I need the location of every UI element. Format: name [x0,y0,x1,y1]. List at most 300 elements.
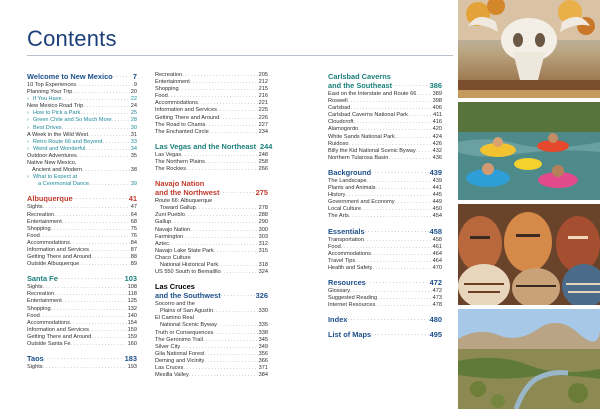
toc-entry[interactable] [155,344,268,351]
section-title[interactable]: Las Vegas and the Northeast [155,141,257,151]
entry-title[interactable]: Carlsbad [328,105,351,112]
page-title: Contents [27,26,117,51]
entry-title[interactable]: Plains of San Agustín [160,308,214,315]
leader-dots [355,258,432,265]
toc-entry[interactable] [155,308,268,315]
leader-dots [203,337,258,344]
leader-dots [89,247,130,254]
toc-entry[interactable] [328,251,442,258]
entry-title[interactable]: Deming and Vicinity [155,357,205,364]
entry-page-number: 345 [258,336,268,343]
section-heading[interactable] [27,194,137,203]
entry-title[interactable]: White Sands National Park [328,133,395,140]
toc-entry[interactable] [27,160,137,167]
leader-dots [43,284,127,291]
leader-dots [217,322,258,329]
river-tubing-photo [458,102,600,200]
leader-dots [198,100,258,107]
entry-title[interactable]: Accommodations [328,250,371,257]
entry-title[interactable]: History [328,192,346,199]
entry-page-number: 330 [258,308,268,315]
section-heading[interactable] [328,168,442,177]
entry-title[interactable]: Zuni Pueblo [155,212,185,219]
entry-title[interactable]: Outdoor Adventures [27,152,77,159]
toc-section [328,72,442,162]
entry-title[interactable]: › How to Pick a Park [33,110,81,117]
section-page-number: 41 [128,194,137,204]
entry-title[interactable]: › If You Have [33,96,62,103]
section-title-line-1[interactable]: Carlsbad Caverns [328,72,391,81]
entry-title[interactable]: Northern Tularosa Basin [328,154,389,161]
entry-title[interactable]: Getting There and Around [27,333,92,340]
entry-title[interactable]: Gila National Forest [155,350,205,357]
toc-entry[interactable] [328,302,442,309]
entry-page-number: 478 [432,302,442,309]
entry-page-number: 88 [130,254,137,261]
entry-title[interactable]: Toward Gallup [160,205,196,212]
entry-title[interactable]: Accommodations [27,239,70,246]
entry-title[interactable]: Socorro and the [155,301,195,308]
toc-entry[interactable] [328,141,442,148]
entry-title[interactable]: Recreation [155,72,183,78]
entry-title[interactable]: Outside Albuquerque [27,261,80,268]
entry-title[interactable]: Travel Tips [328,257,356,264]
entry-page-number: 22 [130,96,137,103]
toc-entry[interactable] [27,233,137,240]
entry-title[interactable]: › Weird and Wonderful [33,145,86,152]
toc-entry[interactable] [27,103,137,110]
toc-entry[interactable] [155,351,268,358]
toc-entry[interactable] [155,301,268,308]
section-heading[interactable] [27,72,137,81]
toc-sub-entry[interactable] [27,117,137,124]
entry-title[interactable]: › Retro Route 66 and Beyond [33,138,103,145]
section-title[interactable]: Santa Fe [27,274,58,284]
entry-title[interactable]: Entertainment [155,79,190,86]
leader-dots [416,91,431,98]
entry-title[interactable]: Chaco Culture [155,254,191,261]
toc-entry[interactable] [27,327,137,334]
entry-page-number: 266 [258,166,268,173]
toc-entry[interactable] [27,132,137,139]
entry-page-number: 303 [258,233,268,240]
entry-title[interactable]: Shopping [27,225,51,232]
toc-entry[interactable] [27,284,137,291]
section-heading[interactable] [155,141,273,151]
section-title[interactable]: Resources [328,277,366,287]
entry-title[interactable]: 10 Top Experiences [27,82,77,88]
entry-title[interactable]: US 550 South to Bernalillo [155,269,221,276]
entry-title[interactable]: National Scenic Byway [160,322,217,329]
toc-entry[interactable] [328,258,442,265]
entry-title[interactable]: Internet Resources [328,302,376,309]
toc-entry[interactable] [155,198,268,205]
desert-river-photo [458,309,600,409]
leader-dots [209,129,258,136]
toc-entry[interactable] [27,240,137,247]
toc-entry[interactable] [155,86,268,93]
section-title[interactable]: Welcome to New Mexico [27,72,113,81]
leader-dots [62,125,130,132]
entry-page-number: 159 [127,333,137,340]
section-title[interactable]: and the Southwest [155,291,221,301]
entry-title[interactable]: Billy the Kid National Scenic Byway [328,147,416,154]
entry-title[interactable]: Accommodations [155,100,198,107]
toc-entry[interactable] [328,134,442,141]
section-page-number: 244 [260,141,273,151]
entry-title[interactable]: Government and Economy [328,199,395,206]
entry-page-number: 384 [258,372,268,379]
toc-entry[interactable] [328,185,442,192]
entry-title[interactable]: Farmington [155,233,184,240]
entry-title[interactable]: The Enchanted Circle [155,128,209,135]
entry-page-number: 278 [258,205,268,212]
entry-page-number: 226 [258,114,268,121]
entry-page-number: 349 [258,343,268,350]
toc-entry[interactable] [27,167,137,174]
entry-title[interactable]: Alamogordo [328,126,359,133]
leader-dots [350,288,432,295]
toc-entry[interactable] [155,365,268,372]
entry-title[interactable]: Cloudcroft [328,119,354,126]
entry-title[interactable]: Sights [27,284,43,291]
toc-entry[interactable] [27,306,137,313]
section-page-number: 439 [429,167,442,177]
section-title[interactable]: and the Southeast [328,81,393,90]
toc-entry[interactable] [328,98,442,105]
entry-page-number: 30 [130,124,137,131]
toc-entry[interactable] [27,212,137,219]
entry-title[interactable]: Accommodations [27,319,70,326]
entry-page-number: 193 [127,364,137,371]
entry-page-number: 76 [130,232,137,239]
entry-page-number: 31 [130,131,137,138]
toc-section [155,72,268,136]
section-title-line-1[interactable]: Las Cruces [155,282,195,292]
entry-title[interactable]: Recreation [27,211,55,218]
entry-page-number: 389 [432,91,442,97]
entry-title[interactable]: Getting There and Around [27,254,92,261]
entry-page-number: 398 [432,98,442,105]
entry-title[interactable]: Carlsbad Caverns National Park [328,112,408,119]
toc-entry[interactable] [27,298,137,305]
entry-title[interactable]: Local Culture [328,206,361,213]
toc-entry[interactable] [328,213,442,220]
toc-entry[interactable] [155,337,268,344]
entry-title[interactable]: Entertainment [27,298,62,305]
toc-entry[interactable] [155,255,268,262]
leader-dots [371,168,429,177]
leader-dots [83,103,129,110]
entry-title[interactable]: The Arts [328,213,349,220]
toc-entry[interactable] [155,322,268,329]
toc-entry[interactable] [328,119,442,126]
pottery-photo [458,204,600,305]
toc-entry[interactable] [155,212,268,219]
section-page-number: 480 [429,315,442,325]
entry-title[interactable]: Information and Services [27,326,89,333]
toc-entry[interactable] [155,166,268,173]
toc-entry[interactable] [155,315,268,322]
entry-title[interactable]: Food [155,93,168,100]
toc-entry[interactable] [328,265,442,272]
toc-sub-entry[interactable] [27,96,137,103]
toc-entry[interactable] [328,148,442,155]
entry-title[interactable]: The Landscape [328,177,367,184]
leader-dots [70,320,127,327]
entry-title[interactable]: El Camino Real [155,315,194,322]
entry-title[interactable]: Silver City [155,343,181,350]
leader-dots [214,248,258,255]
toc-entry[interactable] [155,79,268,86]
leader-dots [51,306,127,313]
toc-entry[interactable] [27,320,137,327]
toc-entry[interactable] [155,234,268,241]
toc-section [27,274,137,348]
entry-title[interactable]: Sights [27,204,43,211]
toc-entry[interactable] [155,122,268,129]
section-title[interactable]: Essentials [328,226,365,236]
leader-dots [44,354,124,363]
entry-page-number: 416 [432,119,442,126]
section-heading-line [155,179,268,188]
entry-title[interactable]: Food [328,243,341,250]
leader-dots [54,291,127,298]
toc-entry[interactable] [155,219,268,226]
leader-dots [221,291,255,300]
entry-title[interactable]: Glossary [328,287,351,294]
entry-title[interactable]: a Ceremonial Dance [38,181,89,188]
entry-title[interactable]: The Geronimo Trail [155,336,203,343]
toc-entry[interactable] [155,372,268,379]
leader-dots [58,274,124,283]
section-heading[interactable] [155,188,268,197]
entry-page-number: 118 [128,291,137,298]
toc-entry[interactable] [155,129,268,136]
section-title[interactable]: List of Maps [328,330,372,340]
entry-page-number: 132 [127,305,137,312]
entry-title[interactable]: › Green Chile and So Much More [33,117,112,124]
entry-title[interactable]: A Week in the Wild West [27,131,89,138]
section-title-line-1[interactable]: Navajo Nation [155,179,205,189]
section-heading[interactable] [328,81,442,90]
leader-dots [51,226,130,233]
toc-entry[interactable] [328,112,442,119]
section-heading[interactable] [328,278,442,287]
entry-title[interactable]: Entertainment [27,218,62,225]
toc-sub-entry[interactable] [27,146,137,153]
entry-title[interactable]: Suggested Reading [328,295,378,302]
leader-dots [219,188,254,197]
entry-title[interactable]: Food [27,312,40,319]
entry-title[interactable]: East on the Interstate and Route 66 [328,91,417,97]
entry-title[interactable]: Truth or Consequences [155,329,214,336]
entry-title[interactable]: Information and Services [27,246,89,253]
entry-page-number: 406 [432,105,442,112]
leader-dots [354,119,432,126]
toc-entry[interactable] [155,241,268,248]
toc-sub-entry[interactable] [27,174,137,181]
toc-entry[interactable] [27,261,137,268]
leader-dots [190,79,258,86]
entry-page-number: 473 [432,295,442,302]
toc-entry[interactable] [27,247,137,254]
entry-title[interactable]: Shopping [155,86,179,93]
photo-strip [458,0,600,409]
section-page-number: 458 [429,226,442,236]
leader-dots [361,206,432,213]
toc-entry[interactable] [27,364,137,371]
entry-page-number: 154 [127,319,137,326]
section-heading[interactable] [328,330,442,339]
entry-page-number: 215 [258,86,268,93]
section-title[interactable]: Background [328,167,372,177]
entry-title[interactable]: The Road to Chama [155,121,206,128]
toc-entry[interactable] [328,295,442,302]
entry-title[interactable]: Food [27,232,40,239]
entry-page-number: 34 [130,145,137,152]
entry-title[interactable]: Route 66: Albuquerque [155,198,213,205]
entry-page-number: 432 [432,147,442,154]
entry-page-number: 225 [258,107,268,114]
entry-title[interactable]: Navajo Lake State Park [155,247,214,254]
toc-entry[interactable] [155,72,268,79]
entry-page-number: 324 [258,269,268,276]
leader-dots [77,153,130,160]
entry-title[interactable]: › Best Drives [33,124,62,131]
entry-page-number: 205 [258,72,268,78]
toc-entry[interactable] [155,115,268,122]
entry-page-number: 140 [127,312,137,319]
entry-page-number: 411 [433,112,442,119]
entry-title[interactable]: The Rockies [155,166,187,173]
leader-dots [73,194,128,203]
section-title[interactable]: Albuquerque [27,194,73,204]
section-heading[interactable] [27,354,137,363]
entry-title[interactable]: Ruidoso [328,140,349,147]
entry-title[interactable]: New Mexico Road Trip [27,103,84,110]
entry-title[interactable]: Sights [27,364,43,371]
toc-sub-entry[interactable] [27,139,137,146]
leader-dots [341,244,432,251]
toc-entry[interactable] [27,153,137,160]
entry-title[interactable]: Getting There and Around [155,114,220,121]
toc-entry[interactable] [155,152,268,159]
toc-entry[interactable] [27,89,137,96]
section-heading[interactable] [328,315,442,324]
toc-entry[interactable] [155,358,268,365]
toc-entry[interactable] [27,82,137,89]
entry-title[interactable]: Information and Services [155,107,217,114]
entry-title[interactable]: Planning Your Trip [27,89,73,96]
toc-entry[interactable] [27,254,137,261]
toc-entry[interactable] [328,105,442,112]
entry-title[interactable]: Recreation [27,291,55,298]
toc-entry[interactable] [155,93,268,100]
leader-dots [183,234,257,241]
toc-entry[interactable] [328,288,442,295]
entry-title[interactable]: Shopping [27,305,51,312]
section-title[interactable]: Index [328,315,348,325]
entry-page-number: 335 [258,322,268,329]
entry-title[interactable]: Outside Santa Fe [27,341,71,347]
section-heading[interactable] [27,274,137,283]
entry-title[interactable]: Las Cruces [155,365,184,371]
entry-title[interactable]: Plants and Animals [328,185,376,192]
entry-title[interactable]: Health and Safety [328,264,373,271]
leader-dots [375,302,431,309]
leader-dots [205,159,258,166]
toc-entry[interactable] [328,244,442,251]
entry-title[interactable]: Native New Mexico, [27,160,77,167]
toc-entry[interactable] [155,107,268,114]
toc-entry[interactable] [27,226,137,233]
entry-title[interactable]: Mesilla Valley [155,372,189,379]
section-heading[interactable] [328,227,442,236]
toc-entry[interactable] [27,219,137,226]
toc-entry[interactable] [155,159,268,166]
entry-title[interactable]: The Northern Plains [155,158,205,165]
entry-title[interactable]: Roswell [328,98,348,105]
entry-title[interactable]: Ancient and Modern [32,167,83,174]
toc-entry[interactable] [328,199,442,206]
toc-entry[interactable] [27,313,137,320]
entry-title[interactable]: Aztec [155,240,169,247]
toc-sub-entry[interactable] [27,110,137,117]
section-title[interactable]: and the Northwest [155,188,220,198]
entry-page-number: 464 [432,250,442,257]
section-heading[interactable] [155,291,268,300]
toc-entry[interactable] [27,334,137,341]
entry-title[interactable]: Transportation [328,236,364,243]
toc-entry[interactable] [328,155,442,162]
leader-dots [364,237,432,244]
toc-entry[interactable] [155,205,268,212]
leader-dots [221,269,258,276]
entry-title[interactable]: National Historical Park [160,261,219,268]
toc-entry[interactable] [328,126,442,133]
toc-entry[interactable] [328,91,442,98]
entry-title[interactable]: Las Vegas [155,151,182,158]
entry-page-number: 338 [258,329,268,336]
entry-title[interactable]: Navajo Nation [155,226,191,233]
toc-entry[interactable] [155,269,268,276]
section-title[interactable]: Taos [27,354,44,364]
entry-page-number: 33 [130,138,137,145]
entry-page-number: 312 [258,240,268,247]
toc-entry[interactable] [27,204,137,211]
leader-dots [377,295,432,302]
toc-entry[interactable] [155,100,268,107]
entry-title[interactable]: › What to Expect at [33,174,78,181]
leader-dots [349,141,432,148]
toc-entry[interactable] [328,206,442,213]
toc-sub-entry[interactable] [27,181,137,188]
toc-entry[interactable] [328,192,442,199]
toc-entry[interactable] [155,248,268,255]
toc-entry[interactable] [155,227,268,234]
leader-dots [88,132,130,139]
entry-page-number: 315 [258,247,268,254]
toc-entry[interactable] [328,178,442,185]
entry-title[interactable]: Gallup [155,219,172,226]
toc-entry[interactable] [27,291,137,298]
toc-entry[interactable] [27,341,137,348]
toc-sub-entry[interactable] [27,125,137,132]
toc-entry[interactable] [155,330,268,337]
toc-entry[interactable] [155,262,268,269]
toc-entry[interactable] [328,237,442,244]
